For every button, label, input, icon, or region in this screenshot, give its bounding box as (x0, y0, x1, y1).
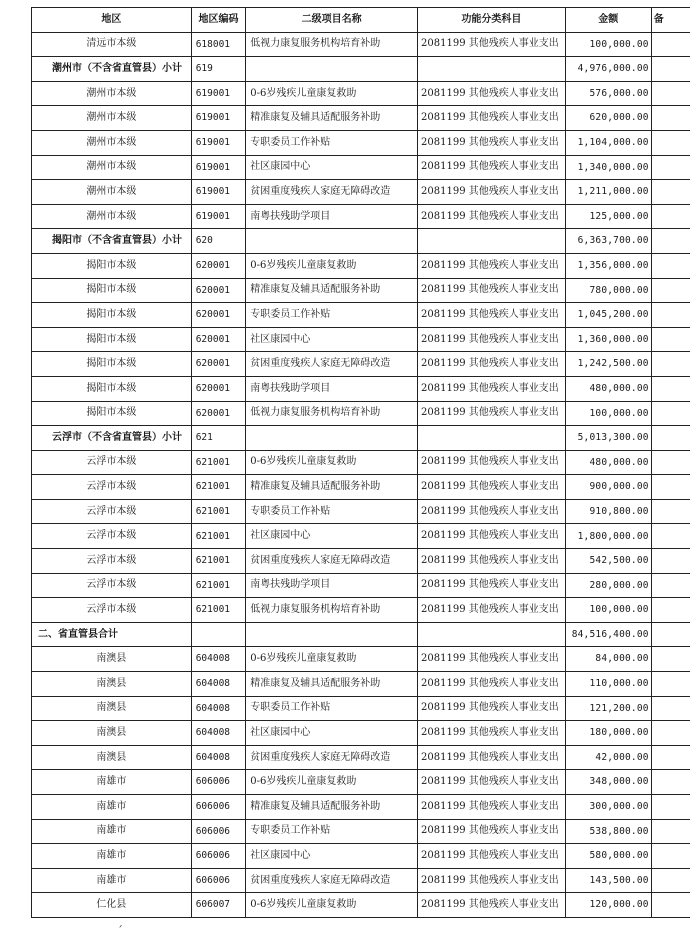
cell-amount: 1,045,200.00 (565, 303, 651, 328)
cell-subject: 2081199 其他残疾人事业支出 (418, 647, 566, 672)
cell-project: 社区康园中心 (246, 721, 418, 746)
cell-code: 606006 (191, 770, 246, 795)
cell-subject: 2081199 其他残疾人事业支出 (418, 868, 566, 893)
cell-region: 南雄市 (32, 819, 192, 844)
cell-region: 仁化县 (32, 893, 192, 918)
cell-region: 南澳县 (32, 745, 192, 770)
cell-code: 621001 (191, 524, 246, 549)
table-row (32, 647, 690, 672)
cell-subject (418, 57, 566, 82)
cell-project (246, 57, 418, 82)
cell-code: 606006 (191, 819, 246, 844)
cell-amount: 280,000.00 (565, 573, 651, 598)
cell-note (651, 401, 690, 426)
cell-project: 专职委员工作补贴 (246, 130, 418, 155)
cell-note (651, 647, 690, 672)
header-region: 地区 (32, 8, 192, 33)
cell-project: 社区康园中心 (246, 155, 418, 180)
cell-code: 606006 (191, 844, 246, 869)
cell-code: 621001 (191, 573, 246, 598)
cell-project: 精准康复及辅具适配服务补助 (246, 106, 418, 131)
table-row (32, 770, 690, 795)
cell-note (651, 598, 690, 623)
cell-project: 社区康园中心 (246, 327, 418, 352)
cell-amount: 900,000.00 (565, 475, 651, 500)
table-row (32, 180, 690, 205)
table-row (32, 573, 690, 598)
header-code: 地区编码 (191, 8, 246, 33)
cell-code: 619001 (191, 130, 246, 155)
cell-amount: 5,013,300.00 (565, 426, 651, 451)
cell-amount: 1,211,000.00 (565, 180, 651, 205)
cell-subject: 2081199 其他残疾人事业支出 (418, 745, 566, 770)
cell-project: 低视力康复服务机构培育补助 (246, 32, 418, 57)
cell-amount: 542,500.00 (565, 549, 651, 574)
cell-amount: 180,000.00 (565, 721, 651, 746)
cell-amount: 580,000.00 (565, 844, 651, 869)
cell-note (651, 573, 690, 598)
table-row (32, 549, 690, 574)
header-note: 备 (651, 8, 690, 33)
cell-amount: 1,800,000.00 (565, 524, 651, 549)
cell-amount: 121,200.00 (565, 696, 651, 721)
table-row (32, 598, 690, 623)
cell-project: 贫困重度残疾人家庭无障碍改造 (246, 745, 418, 770)
table-row (32, 893, 690, 918)
table-body (32, 32, 690, 917)
table-row (32, 106, 690, 131)
cell-note (651, 106, 690, 131)
cell-project: 南粤扶残助学项目 (246, 204, 418, 229)
table-row (32, 32, 690, 57)
table-row (32, 524, 690, 549)
cell-note (651, 327, 690, 352)
cell-project: 专职委员工作补贴 (246, 819, 418, 844)
cell-region: 云浮市本级 (32, 524, 192, 549)
cell-region: 揭阳市本级 (32, 327, 192, 352)
cell-subject: 2081199 其他残疾人事业支出 (418, 598, 566, 623)
cell-note (651, 475, 690, 500)
cell-project: 南粤扶残助学项目 (246, 573, 418, 598)
cell-subject: 2081199 其他残疾人事业支出 (418, 327, 566, 352)
cell-note (651, 795, 690, 820)
cell-note (651, 844, 690, 869)
cell-project: 0-6岁残疾儿童康复救助 (246, 893, 418, 918)
cell-subject: 2081199 其他残疾人事业支出 (418, 81, 566, 106)
cell-code: 620001 (191, 303, 246, 328)
cell-code: 619001 (191, 106, 246, 131)
cell-region: 揭阳市本级 (32, 352, 192, 377)
cell-code: 604008 (191, 672, 246, 697)
cell-region: 清远市本级 (32, 32, 192, 57)
table-row (32, 696, 690, 721)
cell-note (651, 376, 690, 401)
cell-region: 南雄市 (32, 844, 192, 869)
table-header (32, 8, 690, 33)
cell-note (651, 672, 690, 697)
cell-subject: 2081199 其他残疾人事业支出 (418, 696, 566, 721)
cell-subject: 2081199 其他残疾人事业支出 (418, 672, 566, 697)
cell-region: 揭阳市（不含省直管县）小计 (32, 229, 192, 254)
cell-amount: 538,800.00 (565, 819, 651, 844)
subtotal-row (32, 229, 690, 254)
cell-note (651, 204, 690, 229)
cell-subject (418, 426, 566, 451)
cell-subject: 2081199 其他残疾人事业支出 (418, 401, 566, 426)
cell-project: 专职委员工作补贴 (246, 499, 418, 524)
cell-subject: 2081199 其他残疾人事业支出 (418, 893, 566, 918)
cell-region: 揭阳市本级 (32, 303, 192, 328)
cell-project: 精准康复及辅具适配服务补助 (246, 475, 418, 500)
cell-code: 604008 (191, 696, 246, 721)
cell-code: 618001 (191, 32, 246, 57)
cell-note (651, 426, 690, 451)
cell-subject (418, 622, 566, 647)
cell-code: 620001 (191, 376, 246, 401)
table-row (32, 450, 690, 475)
cell-amount: 4,976,000.00 (565, 57, 651, 82)
cell-note (651, 180, 690, 205)
cell-project: 专职委员工作补贴 (246, 303, 418, 328)
cell-amount: 1,104,000.00 (565, 130, 651, 155)
cell-subject: 2081199 其他残疾人事业支出 (418, 180, 566, 205)
cell-region: 二、省直管县合计 (32, 622, 192, 647)
cell-note (651, 499, 690, 524)
cell-code: 621001 (191, 598, 246, 623)
cell-amount: 100,000.00 (565, 598, 651, 623)
cell-region: 潮州市本级 (32, 180, 192, 205)
cell-amount: 143,500.00 (565, 868, 651, 893)
cell-amount: 480,000.00 (565, 376, 651, 401)
cell-code: 619001 (191, 204, 246, 229)
table-row (32, 721, 690, 746)
cell-region: 揭阳市本级 (32, 376, 192, 401)
cell-project: 0-6岁残疾儿童康复救助 (246, 81, 418, 106)
cell-project: 0-6岁残疾儿童康复救助 (246, 253, 418, 278)
cell-note (651, 352, 690, 377)
table-row (32, 303, 690, 328)
cell-amount: 84,516,400.00 (565, 622, 651, 647)
cell-region: 南雄市 (32, 795, 192, 820)
cell-region: 南雄市 (32, 770, 192, 795)
cell-subject: 2081199 其他残疾人事业支出 (418, 106, 566, 131)
cell-subject: 2081199 其他残疾人事业支出 (418, 573, 566, 598)
cell-region: 南澳县 (32, 647, 192, 672)
cell-subject: 2081199 其他残疾人事业支出 (418, 278, 566, 303)
table-row (32, 844, 690, 869)
cell-note (651, 549, 690, 574)
cell-subject: 2081199 其他残疾人事业支出 (418, 155, 566, 180)
cell-project (246, 229, 418, 254)
header-subject: 功能分类科目 (418, 8, 566, 33)
cell-amount: 100,000.00 (565, 401, 651, 426)
table-row (32, 401, 690, 426)
cell-subject: 2081199 其他残疾人事业支出 (418, 352, 566, 377)
cell-note (651, 278, 690, 303)
cell-code: 606006 (191, 795, 246, 820)
cell-amount: 910,800.00 (565, 499, 651, 524)
table-row (32, 819, 690, 844)
table-row (32, 672, 690, 697)
cell-note (651, 524, 690, 549)
cell-region: 南澳县 (32, 672, 192, 697)
cell-code: 620001 (191, 253, 246, 278)
cell-amount: 1,356,000.00 (565, 253, 651, 278)
cell-code: 620001 (191, 278, 246, 303)
cell-region: 云浮市本级 (32, 450, 192, 475)
table-row (32, 745, 690, 770)
cell-region: 南雄市 (32, 868, 192, 893)
header-amount: 金额 (565, 8, 651, 33)
cell-note (651, 81, 690, 106)
cell-project: 贫困重度残疾人家庭无障碍改造 (246, 352, 418, 377)
cell-project: 精准康复及辅具适配服务补助 (246, 672, 418, 697)
table-row (32, 352, 690, 377)
cell-code: 604008 (191, 721, 246, 746)
table-row (32, 795, 690, 820)
table-row (32, 499, 690, 524)
cell-subject: 2081199 其他残疾人事业支出 (418, 819, 566, 844)
cell-code: 621 (191, 426, 246, 451)
cell-note (651, 721, 690, 746)
cell-project (246, 426, 418, 451)
cell-note (651, 253, 690, 278)
cell-project: 专职委员工作补贴 (246, 696, 418, 721)
cell-subject: 2081199 其他残疾人事业支出 (418, 721, 566, 746)
cell-amount: 480,000.00 (565, 450, 651, 475)
cell-project: 精准康复及辅具适配服务补助 (246, 795, 418, 820)
cell-subject: 2081199 其他残疾人事业支出 (418, 770, 566, 795)
cell-project: 社区康园中心 (246, 524, 418, 549)
cell-amount: 1,360,000.00 (565, 327, 651, 352)
cell-project (246, 622, 418, 647)
cell-subject: 2081199 其他残疾人事业支出 (418, 795, 566, 820)
cell-region: 南澳县 (32, 721, 192, 746)
cell-region: 云浮市本级 (32, 549, 192, 574)
cell-amount: 780,000.00 (565, 278, 651, 303)
cell-amount: 110,000.00 (565, 672, 651, 697)
cell-region: 揭阳市本级 (32, 401, 192, 426)
cell-subject: 2081199 其他残疾人事业支出 (418, 253, 566, 278)
cell-amount: 576,000.00 (565, 81, 651, 106)
cell-amount: 100,000.00 (565, 32, 651, 57)
cell-note (651, 819, 690, 844)
cell-project: 南粤扶残助学项目 (246, 376, 418, 401)
cell-project: 精准康复及辅具适配服务补助 (246, 278, 418, 303)
cell-region: 潮州市本级 (32, 81, 192, 106)
table-row (32, 130, 690, 155)
cell-amount: 125,000.00 (565, 204, 651, 229)
cell-region: 潮州市本级 (32, 106, 192, 131)
cell-subject: 2081199 其他残疾人事业支出 (418, 130, 566, 155)
cell-subject: 2081199 其他残疾人事业支出 (418, 475, 566, 500)
header-project: 二级项目名称 (246, 8, 418, 33)
pen-mark: ˊ (117, 924, 123, 938)
cell-subject: 2081199 其他残疾人事业支出 (418, 844, 566, 869)
cell-code: 621001 (191, 450, 246, 475)
cell-project: 0-6岁残疾儿童康复救助 (246, 770, 418, 795)
cell-region: 潮州市（不含省直管县）小计 (32, 57, 192, 82)
cell-amount: 348,000.00 (565, 770, 651, 795)
allocation-table-sheet (31, 7, 690, 918)
cell-subject: 2081199 其他残疾人事业支出 (418, 499, 566, 524)
cell-subject: 2081199 其他残疾人事业支出 (418, 303, 566, 328)
header-row (32, 8, 690, 33)
table-row (32, 81, 690, 106)
cell-code: 604008 (191, 647, 246, 672)
cell-region: 云浮市本级 (32, 475, 192, 500)
cell-region: 云浮市本级 (32, 598, 192, 623)
cell-project: 0-6岁残疾儿童康复救助 (246, 450, 418, 475)
cell-region: 南澳县 (32, 696, 192, 721)
table-row (32, 868, 690, 893)
cell-note (651, 622, 690, 647)
cell-note (651, 450, 690, 475)
cell-region: 潮州市本级 (32, 130, 192, 155)
cell-note (651, 303, 690, 328)
cell-code: 604008 (191, 745, 246, 770)
cell-project: 低视力康复服务机构培育补助 (246, 401, 418, 426)
cell-code: 621001 (191, 499, 246, 524)
cell-code: 606006 (191, 868, 246, 893)
cell-region: 揭阳市本级 (32, 253, 192, 278)
table-row (32, 278, 690, 303)
cell-amount: 300,000.00 (565, 795, 651, 820)
cell-note (651, 868, 690, 893)
cell-region: 揭阳市本级 (32, 278, 192, 303)
table-row (32, 155, 690, 180)
cell-code: 620 (191, 229, 246, 254)
cell-amount: 1,340,000.00 (565, 155, 651, 180)
cell-amount: 84,000.00 (565, 647, 651, 672)
cell-code: 619001 (191, 180, 246, 205)
cell-code: 606007 (191, 893, 246, 918)
cell-code: 619001 (191, 81, 246, 106)
cell-region: 云浮市（不含省直管县）小计 (32, 426, 192, 451)
cell-note (651, 130, 690, 155)
cell-region: 潮州市本级 (32, 155, 192, 180)
cell-code (191, 622, 246, 647)
cell-subject: 2081199 其他残疾人事业支出 (418, 204, 566, 229)
cell-region: 潮州市本级 (32, 204, 192, 229)
cell-amount: 6,363,700.00 (565, 229, 651, 254)
cell-project: 社区康园中心 (246, 844, 418, 869)
cell-subject (418, 229, 566, 254)
cell-note (651, 229, 690, 254)
cell-code: 620001 (191, 352, 246, 377)
cell-code: 621001 (191, 549, 246, 574)
cell-subject: 2081199 其他残疾人事业支出 (418, 376, 566, 401)
allocation-table (31, 7, 690, 918)
cell-code: 620001 (191, 327, 246, 352)
cell-amount: 120,000.00 (565, 893, 651, 918)
cell-project: 贫困重度残疾人家庭无障碍改造 (246, 549, 418, 574)
cell-code: 620001 (191, 401, 246, 426)
cell-note (651, 696, 690, 721)
table-row (32, 204, 690, 229)
cell-note (651, 745, 690, 770)
subtotal-row (32, 57, 690, 82)
cell-note (651, 770, 690, 795)
cell-code: 621001 (191, 475, 246, 500)
cell-region: 云浮市本级 (32, 573, 192, 598)
total-row (32, 622, 690, 647)
cell-subject: 2081199 其他残疾人事业支出 (418, 524, 566, 549)
cell-subject: 2081199 其他残疾人事业支出 (418, 32, 566, 57)
table-row (32, 475, 690, 500)
cell-note (651, 893, 690, 918)
cell-amount: 1,242,500.00 (565, 352, 651, 377)
cell-note (651, 32, 690, 57)
cell-code: 619 (191, 57, 246, 82)
cell-amount: 620,000.00 (565, 106, 651, 131)
cell-project: 低视力康复服务机构培育补助 (246, 598, 418, 623)
cell-project: 0-6岁残疾儿童康复救助 (246, 647, 418, 672)
cell-amount: 42,000.00 (565, 745, 651, 770)
cell-project: 贫困重度残疾人家庭无障碍改造 (246, 868, 418, 893)
cell-code: 619001 (191, 155, 246, 180)
cell-note (651, 155, 690, 180)
cell-region: 云浮市本级 (32, 499, 192, 524)
cell-project: 贫困重度残疾人家庭无障碍改造 (246, 180, 418, 205)
subtotal-row (32, 426, 690, 451)
table-row (32, 327, 690, 352)
cell-subject: 2081199 其他残疾人事业支出 (418, 450, 566, 475)
cell-subject: 2081199 其他残疾人事业支出 (418, 549, 566, 574)
cell-note (651, 57, 690, 82)
table-row (32, 376, 690, 401)
table-row (32, 253, 690, 278)
